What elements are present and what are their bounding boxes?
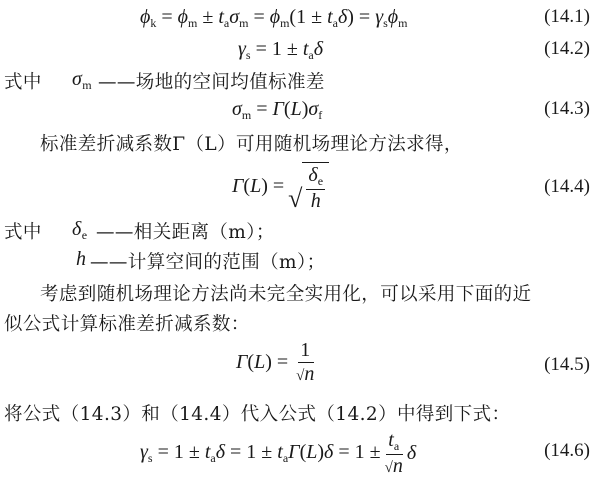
paragraph-text: 标准差折减系数Γ（L）可用随机场理论方法求得， (40, 134, 463, 155)
h-definition: ——计算空间的范围（m）； (90, 252, 326, 273)
equation-number: (14.3) (544, 98, 590, 119)
delta-e-definition: ——相关距离（m）； (96, 222, 275, 243)
equation-14-2-body: $\gamma_s = 1 \pm t_a\delta$ (238, 38, 324, 62)
sqrt-symbol: √ $\frac{\delta_e}{h}$ (288, 162, 329, 212)
h-symbol: h (76, 248, 87, 270)
equation-number: (14.4) (544, 176, 590, 197)
sigma-m-symbol: $\sigma_m$ (72, 68, 92, 92)
paragraph-text: 将公式（14.3）和（14.4）代入公式（14.2）中得到下式： (4, 404, 511, 425)
equation-14-1-body: $\phi_k = \phi_m \pm t_a\sigma_m = \phi_m(1 \pm t_a\delta) = \gamma_s\phi_m$ (140, 6, 408, 30)
equation-14-5-body: Γ(L) = $\frac{1}{√n}$ (236, 339, 315, 385)
paragraph-line: 考虑到随机场理论方法尚未完全实用化，可以采用下面的近 (40, 284, 532, 305)
sigma-m-definition: ——场地的空间均值标准差 (98, 72, 325, 93)
equation-number: (14.2) (544, 38, 590, 59)
equation-14-6-body: $\gamma_s = 1 \pm t_a\delta = 1 \pm t_a\Gamma(L)\delta = 1$ ± $\frac{t_a}{√n}$ δ (140, 429, 417, 477)
equation-number: (14.1) (544, 6, 590, 27)
paragraph-line: 似公式计算标准差折减系数： (4, 314, 250, 335)
equation-number: (14.6) (544, 440, 590, 461)
equation-14-4-body: Γ(L) = √ $\frac{\delta_e}{h}$ (232, 162, 329, 212)
equation-14-3-body: $\sigma_m = \Gamma(L)\sigma_f$ (232, 98, 323, 122)
where-label: 式中 (4, 72, 42, 93)
equation-number: (14.5) (544, 354, 590, 375)
delta-e-symbol: $\delta_e$ (72, 218, 88, 242)
where-label: 式中 (4, 222, 42, 243)
